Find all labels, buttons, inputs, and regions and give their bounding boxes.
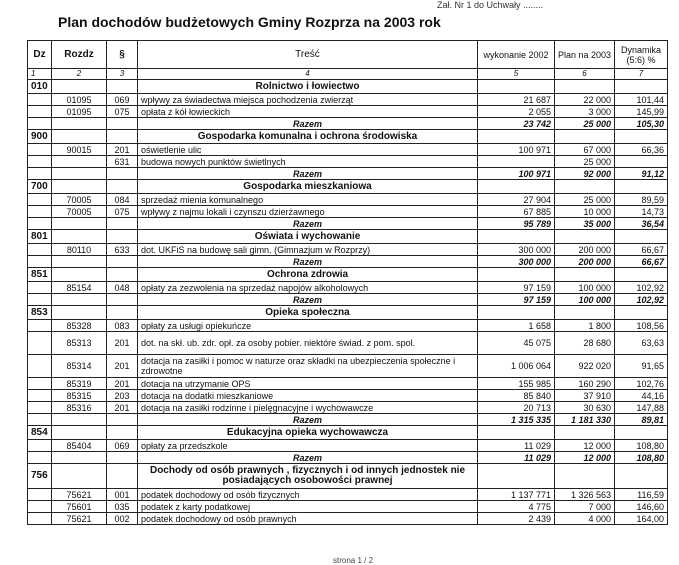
plan-value: 22 000 — [555, 94, 615, 106]
item-description: dot. UKFiS na budowę sali gimn. (Gimnazjum w Rozprzy) — [138, 244, 478, 256]
attachment-note: Zał. Nr 1 do Uchwały ........ — [437, 0, 544, 10]
sum-label: Razem — [138, 168, 478, 180]
plan-value: 7 000 — [555, 501, 615, 513]
sum-plan: 92 000 — [555, 168, 615, 180]
empty-cell — [555, 230, 615, 244]
sum-dynamika: 108,80 — [615, 452, 668, 464]
empty-cell — [615, 230, 668, 244]
sum-label: Razem — [138, 452, 478, 464]
paragraph-code: 084 — [107, 194, 138, 206]
paragraph-code: 048 — [107, 282, 138, 294]
table-row — [28, 355, 668, 378]
section-row — [28, 180, 668, 194]
empty-cell — [52, 414, 107, 426]
sum-plan: 100 000 — [555, 294, 615, 306]
empty-cell — [478, 180, 555, 194]
section-name: Ochrona zdrowia — [138, 268, 478, 282]
table-row — [28, 206, 668, 218]
sum-wykonanie: 23 742 — [478, 118, 555, 130]
col-number: 7 — [615, 69, 668, 80]
empty-cell — [28, 452, 52, 464]
section-row — [28, 306, 668, 320]
rozdzial-code: 85328 — [52, 320, 107, 332]
empty-cell — [52, 464, 107, 489]
empty-cell — [28, 218, 52, 230]
empty-cell — [52, 180, 107, 194]
empty-cell — [555, 464, 615, 489]
empty-cell — [107, 464, 138, 489]
section-name: Edukacyjna opieka wychowawcza — [138, 426, 478, 440]
empty-cell — [28, 378, 52, 390]
item-description: podatek dochodowy od osób prawnych — [138, 513, 478, 525]
plan-value: 37 910 — [555, 390, 615, 402]
empty-cell — [555, 426, 615, 440]
plan-value: 30 630 — [555, 402, 615, 414]
item-description: budowa nowych punktów świetlnych — [138, 156, 478, 168]
plan-value: 100 000 — [555, 282, 615, 294]
rozdzial-code: 70005 — [52, 206, 107, 218]
wykonanie-value: 45 075 — [478, 332, 555, 355]
dynamika-value: 146,60 — [615, 501, 668, 513]
wykonanie-value: 1 006 064 — [478, 355, 555, 378]
wykonanie-value: 20 713 — [478, 402, 555, 414]
wykonanie-value: 97 159 — [478, 282, 555, 294]
rozdzial-code: 85404 — [52, 440, 107, 452]
empty-cell — [615, 268, 668, 282]
table-body — [28, 80, 668, 525]
empty-cell — [555, 130, 615, 144]
table-row — [28, 106, 668, 118]
sum-dynamika: 66,67 — [615, 256, 668, 268]
paragraph-code: 201 — [107, 144, 138, 156]
col-header-plan: Plan na 2003 — [555, 41, 615, 69]
sum-row — [28, 452, 668, 464]
col-header-dz: Dz — [28, 41, 52, 69]
rozdzial-code: 90015 — [52, 144, 107, 156]
item-description: podatek z karty podatkowej — [138, 501, 478, 513]
wykonanie-value: 21 687 — [478, 94, 555, 106]
section-row — [28, 80, 668, 94]
plan-value: 160 290 — [555, 378, 615, 390]
empty-cell — [478, 130, 555, 144]
document-title: Plan dochodów budżetowych Gminy Rozprza na 2003 rok — [58, 14, 441, 30]
rozdzial-code: 70005 — [52, 194, 107, 206]
section-dz-code: 010 — [28, 80, 52, 94]
sum-dynamika: 36,54 — [615, 218, 668, 230]
empty-cell — [107, 168, 138, 180]
empty-cell — [28, 501, 52, 513]
empty-cell — [555, 180, 615, 194]
section-dz-code: 853 — [28, 306, 52, 320]
item-description: wpływy za świadectwa miejsca pochodzenia zwierząt — [138, 94, 478, 106]
empty-cell — [107, 130, 138, 144]
sum-plan: 35 000 — [555, 218, 615, 230]
rozdzial-code: 85315 — [52, 390, 107, 402]
dynamika-value: 164,00 — [615, 513, 668, 525]
sum-dynamika: 105,30 — [615, 118, 668, 130]
sum-label: Razem — [138, 218, 478, 230]
section-row — [28, 130, 668, 144]
col-header-dynamika: Dynamika (5:6) % — [615, 41, 668, 69]
wykonanie-value: 1 658 — [478, 320, 555, 332]
table-row — [28, 489, 668, 501]
paragraph-code: 083 — [107, 320, 138, 332]
paragraph-code: 001 — [107, 489, 138, 501]
table-row — [28, 440, 668, 452]
rozdzial-code: 85319 — [52, 378, 107, 390]
paragraph-code: 201 — [107, 378, 138, 390]
empty-cell — [52, 168, 107, 180]
sum-row — [28, 118, 668, 130]
col-header-paragraph: § — [107, 41, 138, 69]
empty-cell — [28, 244, 52, 256]
paragraph-code: 633 — [107, 244, 138, 256]
empty-cell — [478, 464, 555, 489]
sum-row — [28, 218, 668, 230]
empty-cell — [615, 80, 668, 94]
sum-row — [28, 256, 668, 268]
empty-cell — [52, 294, 107, 306]
empty-cell — [478, 306, 555, 320]
empty-cell — [107, 256, 138, 268]
dynamika-value — [615, 156, 668, 168]
sum-row — [28, 168, 668, 180]
dynamika-value: 147,88 — [615, 402, 668, 414]
empty-cell — [52, 118, 107, 130]
plan-value: 200 000 — [555, 244, 615, 256]
empty-cell — [28, 332, 52, 355]
empty-cell — [28, 355, 52, 378]
section-row — [28, 268, 668, 282]
plan-value: 12 000 — [555, 440, 615, 452]
paragraph-code: 631 — [107, 156, 138, 168]
item-description: opłaty za usługi opiekuńcze — [138, 320, 478, 332]
empty-cell — [107, 218, 138, 230]
empty-cell — [52, 130, 107, 144]
item-description: dotacja na zasiłki i pomoc w naturze oraz składki na ubezpieczenia społeczne i zdrowotne — [138, 355, 478, 378]
sum-label: Razem — [138, 414, 478, 426]
section-dz-code: 756 — [28, 464, 52, 489]
sum-wykonanie: 97 159 — [478, 294, 555, 306]
plan-value: 1 800 — [555, 320, 615, 332]
empty-cell — [52, 80, 107, 94]
wykonanie-value: 4 775 — [478, 501, 555, 513]
dynamika-value: 108,80 — [615, 440, 668, 452]
wykonanie-value: 100 971 — [478, 144, 555, 156]
sum-row — [28, 294, 668, 306]
empty-cell — [107, 426, 138, 440]
plan-value: 4 000 — [555, 513, 615, 525]
item-description: opłaty za zezwolenia na sprzedaż napojów alkoholowych — [138, 282, 478, 294]
empty-cell — [478, 426, 555, 440]
col-header-tresc: Treść — [138, 41, 478, 69]
paragraph-code: 075 — [107, 206, 138, 218]
page-footer: strona 1 / 2 — [333, 556, 374, 565]
empty-cell — [28, 414, 52, 426]
empty-cell — [478, 268, 555, 282]
paragraph-code: 069 — [107, 440, 138, 452]
item-description: wpływy z najmu lokali i czynszu dzierżawnego — [138, 206, 478, 218]
item-description: dotacja na zasiłki rodzinne i pielęgnacyjne i wychowawcze — [138, 402, 478, 414]
item-description: podatek dochodowy od osób fizycznych — [138, 489, 478, 501]
plan-value: 25 000 — [555, 156, 615, 168]
dynamika-value: 63,63 — [615, 332, 668, 355]
col-number: 4 — [138, 69, 478, 80]
sum-wykonanie: 100 971 — [478, 168, 555, 180]
rozdzial-code: 01095 — [52, 106, 107, 118]
col-number: 1 — [28, 69, 52, 80]
col-header-wykonanie: wykonanie 2002 — [478, 41, 555, 69]
dynamika-value: 101,44 — [615, 94, 668, 106]
rozdzial-code: 80110 — [52, 244, 107, 256]
empty-cell — [615, 464, 668, 489]
rozdzial-code: 85316 — [52, 402, 107, 414]
table-row — [28, 282, 668, 294]
table-row — [28, 244, 668, 256]
empty-cell — [107, 452, 138, 464]
paragraph-code: 035 — [107, 501, 138, 513]
empty-cell — [28, 320, 52, 332]
section-dz-code: 851 — [28, 268, 52, 282]
wykonanie-value: 155 985 — [478, 378, 555, 390]
plan-value: 28 680 — [555, 332, 615, 355]
item-description: oświetlenie ulic — [138, 144, 478, 156]
table-header-row — [28, 41, 668, 69]
table-row — [28, 194, 668, 206]
item-description: dotacja na dodatki mieszkaniowe — [138, 390, 478, 402]
sum-wykonanie: 11 029 — [478, 452, 555, 464]
section-name: Oświata i wychowanie — [138, 230, 478, 244]
item-description: opłaty za przedszkole — [138, 440, 478, 452]
wykonanie-value: 2 439 — [478, 513, 555, 525]
sum-wykonanie: 300 000 — [478, 256, 555, 268]
rozdzial-code: 75621 — [52, 513, 107, 525]
budget-table-container — [27, 40, 667, 525]
dynamika-value: 102,76 — [615, 378, 668, 390]
wykonanie-value: 11 029 — [478, 440, 555, 452]
plan-value: 67 000 — [555, 144, 615, 156]
empty-cell — [28, 156, 52, 168]
col-number: 2 — [52, 69, 107, 80]
empty-cell — [28, 94, 52, 106]
empty-cell — [28, 294, 52, 306]
empty-cell — [615, 426, 668, 440]
item-description: opłata z kół łowieckich — [138, 106, 478, 118]
dynamika-value: 116,59 — [615, 489, 668, 501]
empty-cell — [28, 106, 52, 118]
empty-cell — [52, 256, 107, 268]
wykonanie-value: 300 000 — [478, 244, 555, 256]
empty-cell — [28, 402, 52, 414]
dynamika-value: 102,92 — [615, 282, 668, 294]
section-name: Gospodarka mieszkaniowa — [138, 180, 478, 194]
rozdzial-code — [52, 156, 107, 168]
empty-cell — [28, 256, 52, 268]
sum-plan: 12 000 — [555, 452, 615, 464]
sum-plan: 200 000 — [555, 256, 615, 268]
section-name: Dochody od osób prawnych , fizycznych i od innych jednostek nie posiadających osobowości prawnej — [138, 464, 478, 489]
rozdzial-code: 01095 — [52, 94, 107, 106]
empty-cell — [28, 194, 52, 206]
item-description: dot. na skł. ub. zdr. opł. za osoby pobier. niektóre świad. z pom. spol. — [138, 332, 478, 355]
plan-value: 922 020 — [555, 355, 615, 378]
dynamika-value: 145,99 — [615, 106, 668, 118]
col-number: 3 — [107, 69, 138, 80]
paragraph-code: 002 — [107, 513, 138, 525]
empty-cell — [52, 452, 107, 464]
empty-cell — [28, 440, 52, 452]
item-description: dotacja na utrzymanie OPS — [138, 378, 478, 390]
empty-cell — [107, 268, 138, 282]
empty-cell — [478, 230, 555, 244]
section-row — [28, 426, 668, 440]
sum-plan: 1 181 330 — [555, 414, 615, 426]
empty-cell — [52, 426, 107, 440]
rozdzial-code: 85313 — [52, 332, 107, 355]
col-header-rozdz: Rozdz — [52, 41, 107, 69]
sum-dynamika: 91,12 — [615, 168, 668, 180]
sum-dynamika: 102,92 — [615, 294, 668, 306]
plan-value: 3 000 — [555, 106, 615, 118]
dynamika-value: 14,73 — [615, 206, 668, 218]
sum-wykonanie: 95 789 — [478, 218, 555, 230]
rozdzial-code: 75601 — [52, 501, 107, 513]
table-row — [28, 390, 668, 402]
empty-cell — [107, 230, 138, 244]
empty-cell — [555, 306, 615, 320]
empty-cell — [28, 489, 52, 501]
table-row — [28, 402, 668, 414]
item-description: sprzedaż mienia komunalnego — [138, 194, 478, 206]
empty-cell — [52, 306, 107, 320]
dynamika-value: 108,56 — [615, 320, 668, 332]
empty-cell — [615, 180, 668, 194]
wykonanie-value: 2 055 — [478, 106, 555, 118]
paragraph-code: 201 — [107, 332, 138, 355]
sum-row — [28, 414, 668, 426]
table-row — [28, 144, 668, 156]
rozdzial-code: 85314 — [52, 355, 107, 378]
dynamika-value: 89,59 — [615, 194, 668, 206]
table-row — [28, 501, 668, 513]
wykonanie-value: 1 137 771 — [478, 489, 555, 501]
sum-label: Razem — [138, 294, 478, 306]
section-name: Rolnictwo i łowiectwo — [138, 80, 478, 94]
empty-cell — [52, 230, 107, 244]
sum-plan: 25 000 — [555, 118, 615, 130]
dynamika-value: 44,16 — [615, 390, 668, 402]
section-dz-code: 854 — [28, 426, 52, 440]
empty-cell — [28, 144, 52, 156]
empty-cell — [107, 118, 138, 130]
col-number: 6 — [555, 69, 615, 80]
plan-value: 10 000 — [555, 206, 615, 218]
table-row — [28, 332, 668, 355]
plan-value: 25 000 — [555, 194, 615, 206]
section-name: Opieka społeczna — [138, 306, 478, 320]
dynamika-value: 91,65 — [615, 355, 668, 378]
paragraph-code: 201 — [107, 355, 138, 378]
sum-label: Razem — [138, 256, 478, 268]
paragraph-code: 069 — [107, 94, 138, 106]
wykonanie-value: 67 885 — [478, 206, 555, 218]
empty-cell — [478, 80, 555, 94]
empty-cell — [107, 294, 138, 306]
wykonanie-value: 85 840 — [478, 390, 555, 402]
table-row — [28, 94, 668, 106]
dynamika-value: 66,36 — [615, 144, 668, 156]
table-row — [28, 156, 668, 168]
sum-label: Razem — [138, 118, 478, 130]
col-number: 5 — [478, 69, 555, 80]
budget-table — [27, 40, 668, 525]
empty-cell — [615, 130, 668, 144]
rozdzial-code: 85154 — [52, 282, 107, 294]
wykonanie-value — [478, 156, 555, 168]
empty-cell — [107, 180, 138, 194]
section-row — [28, 464, 668, 489]
empty-cell — [52, 268, 107, 282]
sum-dynamika: 89,81 — [615, 414, 668, 426]
empty-cell — [107, 306, 138, 320]
paragraph-code: 075 — [107, 106, 138, 118]
rozdzial-code: 75621 — [52, 489, 107, 501]
section-dz-code: 700 — [28, 180, 52, 194]
empty-cell — [107, 414, 138, 426]
table-row — [28, 513, 668, 525]
sum-wykonanie: 1 315 335 — [478, 414, 555, 426]
empty-cell — [28, 118, 52, 130]
section-dz-code: 900 — [28, 130, 52, 144]
table-row — [28, 320, 668, 332]
empty-cell — [555, 268, 615, 282]
empty-cell — [28, 513, 52, 525]
section-row — [28, 230, 668, 244]
paragraph-code: 203 — [107, 390, 138, 402]
section-dz-code: 801 — [28, 230, 52, 244]
dynamika-value: 66,67 — [615, 244, 668, 256]
empty-cell — [28, 390, 52, 402]
wykonanie-value: 27 904 — [478, 194, 555, 206]
empty-cell — [107, 80, 138, 94]
empty-cell — [52, 218, 107, 230]
empty-cell — [28, 168, 52, 180]
table-row — [28, 378, 668, 390]
empty-cell — [28, 282, 52, 294]
empty-cell — [555, 80, 615, 94]
section-name: Gospodarka komunalna i ochrona środowiska — [138, 130, 478, 144]
plan-value: 1 326 563 — [555, 489, 615, 501]
column-number-row — [28, 69, 668, 80]
paragraph-code: 201 — [107, 402, 138, 414]
empty-cell — [28, 206, 52, 218]
empty-cell — [615, 306, 668, 320]
